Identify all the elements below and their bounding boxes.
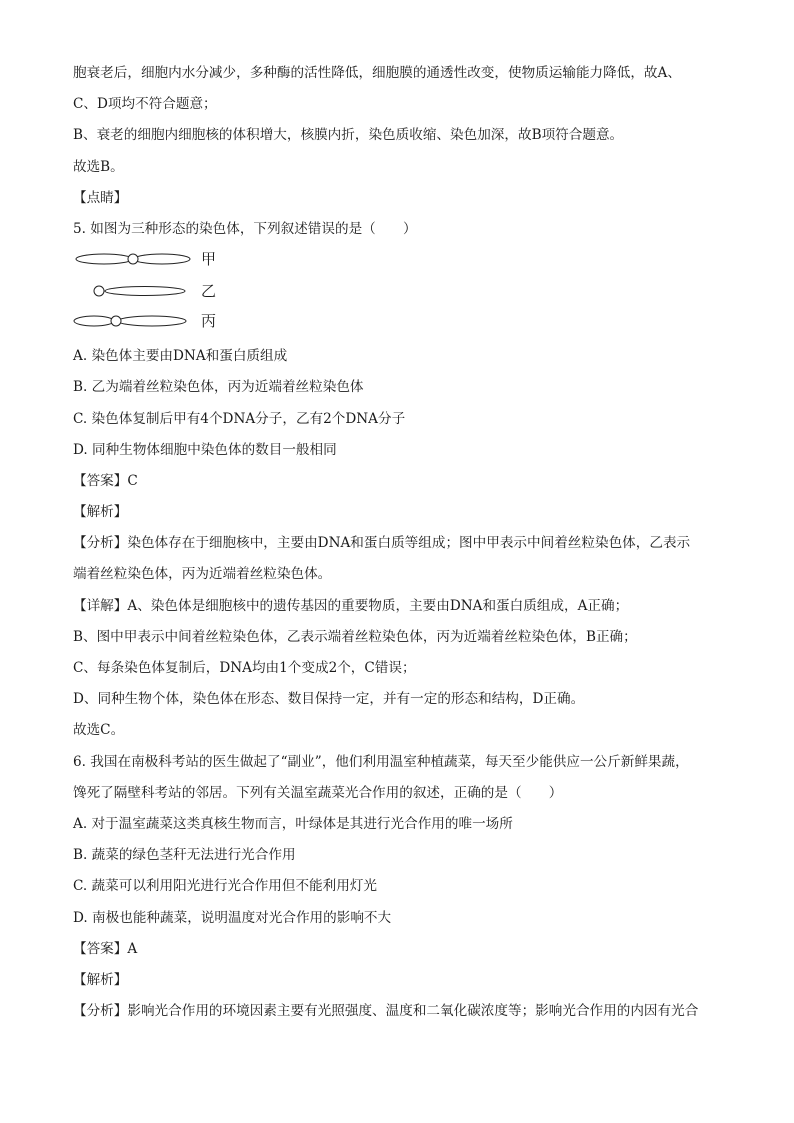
label-jia: 甲: [201, 250, 217, 269]
text-line: 故选B。: [73, 158, 124, 175]
chromosome-yi-arm: [105, 287, 185, 296]
text-line: C、每条染色体复制后，DNA均由1个变成2个，C错误；: [73, 660, 416, 676]
chromosome-yi-centromere: [94, 286, 104, 296]
question-6-stem: 馋死了隔壁科考站的邻居。下列有关温室蔬菜光合作用的叙述，正确的是（ ）: [73, 784, 563, 801]
chromosome-bing-centromere: [111, 316, 121, 326]
option-c: C. 蔬菜可以利用阳光进行光合作用但不能利用灯光: [73, 878, 378, 895]
text-line: D、同种生物个体，染色体在形态、数目保持一定，并有一定的形态和结构，D正确。: [73, 691, 585, 708]
label-bing: 丙: [201, 312, 217, 331]
text-line: 胞衰老后，细胞内水分减少，多种酶的活性降低，细胞膜的通透性改变，使物质运输能力降低，故A、: [73, 65, 681, 81]
option-a: A. 染色体主要由DNA和蛋白质组成: [73, 348, 288, 365]
text-line: 【分析】染色体存在于细胞核中，主要由DNA和蛋白质等组成；图中甲表示中间着丝粒染色体，乙表示: [73, 535, 691, 552]
text-line: 故选C。: [73, 722, 125, 739]
chromosome-bing-arm-long: [118, 316, 186, 326]
option-b: B. 乙为端着丝粒染色体，丙为近端着丝粒染色体: [73, 379, 364, 396]
option-b: B. 蔬菜的绿色茎秆无法进行光合作用: [73, 847, 296, 864]
chromosome-jia-arm-left: [76, 254, 132, 264]
text-line: C、D项均不符合题意；: [73, 96, 217, 113]
label-yi: 乙: [201, 282, 217, 301]
text-line: 【详解】A、染色体是细胞核中的遗传基因的重要物质，主要由DNA和蛋白质组成，A正确；: [73, 597, 629, 614]
option-a: A. 对于温室蔬菜这类真核生物而言，叶绿体是其进行光合作用的唯一场所: [73, 815, 513, 832]
text-line: 【分析】影响光合作用的环境因素主要有光照强度、温度和二氧化碳浓度等；影响光合作用的内因有光合: [73, 1003, 699, 1020]
question-6-stem: 6. 我国在南极科考站的医生做起了“副业”，他们利用温室种植蔬菜，每天至少能供应一公斤新鲜果蔬，: [73, 753, 689, 770]
text-line: B、图中甲表示中间着丝粒染色体，乙表示端着丝粒染色体，丙为近端着丝粒染色体，B正确；: [73, 628, 637, 645]
option-d: D. 同种生物体细胞中染色体的数目一般相同: [73, 441, 337, 458]
option-d: D. 南极也能种蔬菜，说明温度对光合作用的影响不大: [73, 909, 392, 926]
chromosome-jia-arm-right: [134, 254, 190, 264]
text-line: 端着丝粒染色体，丙为近端着丝粒染色体。: [73, 566, 332, 583]
chromosome-bing-arm-short: [74, 316, 114, 326]
section-heading: 【点睛】: [73, 189, 128, 206]
question-5-stem: 5. 如图为三种形态的染色体，下列叙述错误的是（ ）: [73, 220, 417, 237]
answer-line: 【答案】A: [73, 940, 138, 957]
option-c: C. 染色体复制后甲有4个DNA分子，乙有2个DNA分子: [73, 410, 406, 427]
chromosome-diagram: [73, 245, 733, 341]
answer-line: 【答案】C: [73, 472, 138, 489]
section-heading: 【解析】: [73, 504, 128, 521]
text-line: B、衰老的细胞内细胞核的体积增大，核膜内折，染色质收缩、染色加深，故B项符合题意。: [73, 127, 624, 144]
section-heading: 【解析】: [73, 971, 128, 988]
chromosome-jia-centromere: [128, 254, 138, 264]
document-page: [73, 58, 733, 1027]
